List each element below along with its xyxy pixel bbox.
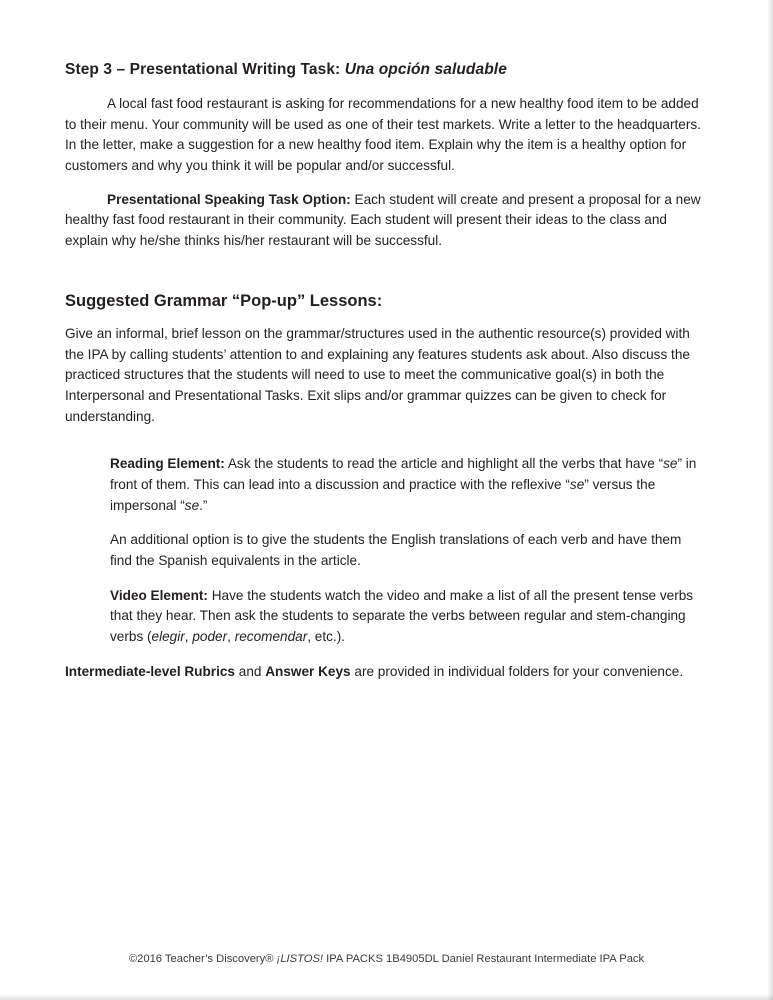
reading-element-text-b: ” in front of them. This can lead into a discussion and practice with the reflexive “ — [110, 456, 697, 493]
closing-tail: are provided in individual folders for your convenience. — [350, 663, 684, 679]
additional-option-paragraph: An additional option is to give the students the English translations of each verb and have them find the Spanish equivalents in the article. — [110, 532, 682, 569]
video-verb-1: elegir — [151, 629, 185, 645]
reading-element-text-c: ” versus the impersonal “ — [110, 477, 656, 513]
reading-se-2: se — [569, 477, 585, 493]
closing-mid: and — [234, 663, 266, 679]
video-verb-2: poder — [192, 629, 228, 645]
step3-heading-italic: Una opción saludable — [344, 61, 507, 78]
video-element-label: Video Element: — [110, 587, 208, 603]
video-element-text-b: , etc.). — [307, 629, 346, 645]
grammar-spacer — [65, 440, 706, 454]
reading-se-3: se — [184, 497, 200, 513]
speaking-task-label: Presentational Speaking Task Option: — [107, 191, 351, 207]
step3-heading — [65, 60, 706, 80]
closing-paragraph — [65, 662, 706, 683]
rubrics-label: Intermediate-level Rubrics — [65, 663, 235, 679]
grammar-heading: Suggested Grammar “Pop-up” Lessons: — [65, 291, 383, 310]
video-sep-2: , — [227, 629, 235, 645]
footer-copyright: ©2016 Teacher’s Discovery® — [128, 953, 277, 965]
video-element-paragraph — [110, 586, 706, 648]
video-element-text-a: Have the students watch the video and make a list of all the present tense verbs that they hear. Then ask the students to separate the verbs between regular and stem-changing verbs ( — [110, 587, 694, 645]
footer-brand: ¡LISTOS! — [276, 953, 324, 965]
page-footer — [0, 953, 773, 965]
section-spacer — [65, 265, 706, 291]
footer-tail: IPA PACKS 1B4905DL Daniel Restaurant Intermediate IPA Pack — [323, 953, 645, 965]
video-verb-3: recomendar — [234, 629, 308, 645]
step3-heading-prefix: Step 3 – Presentational Writing Task: — [65, 61, 345, 78]
reading-element-text-a: Ask the students to read the article and highlight all the verbs that have “ — [224, 456, 664, 472]
reading-element-text-d: .” — [199, 497, 208, 513]
page-edge-right — [767, 0, 773, 1000]
document-content — [65, 60, 706, 695]
reading-element-paragraph — [110, 454, 706, 516]
page-edge-bottom — [0, 994, 773, 1000]
speaking-task-text: Each student will create and present a proposal for a new healthy fast food restaurant in their community. Each student will present their ideas to the class and explain why he/she thinks his/her restaurant will be successful. — [65, 191, 701, 249]
reading-se-1: se — [663, 456, 678, 472]
grammar-intro-paragraph: Give an informal, brief lesson on the grammar/structures used in the authentic resource(s) provided with the IPA by calling students’ attention to and explaining any features students ask about. Also discuss the practiced structures that the students will need to use to meet the communicative goal(s) in both the Interpersonal and Presentational Tasks. Exit slips and/or grammar quizzes can be given to check for understanding. — [65, 326, 690, 424]
step3-paragraph-1: A local fast food restaurant is asking for recommendations for a new healthy food item to be added to their menu. Your community will be used as one of their test markets. Write a letter to the headquarters. In the letter, make a suggestion for a new healthy food item. Explain why the item is a healthy option for customers and why you think it will be popular and/or successful. — [65, 96, 701, 174]
video-sep-1: , — [184, 629, 193, 645]
step3-speaking-paragraph — [65, 190, 706, 252]
reading-element-label: Reading Element: — [110, 456, 225, 472]
answer-keys-label: Answer Keys — [265, 663, 351, 679]
